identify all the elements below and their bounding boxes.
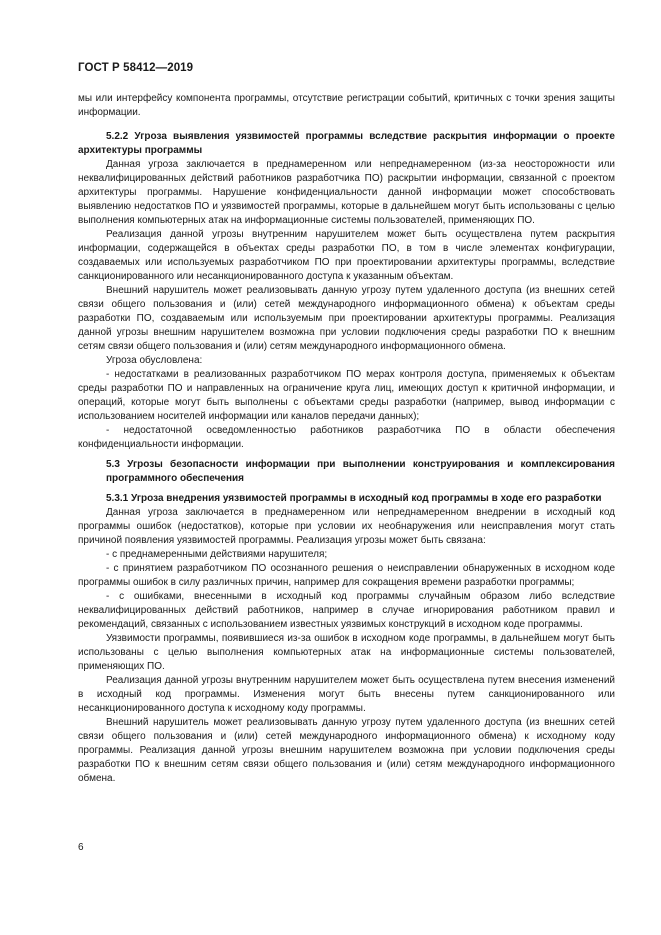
document-body: [78, 92, 615, 786]
intro-paragraph: мы или интерфейсу компонента программы, отсутствие регистрации событий, критичных с точки зрения защиты информации.: [78, 93, 615, 118]
paragraph: Реализация данной угрозы внутренним нарушителем может быть осуществлена путем внесения изменений в исходный код программы. Изменения могут быть внесены путем санкционированного или несанкционированного доступа к исходному коду программы.: [78, 675, 615, 714]
section-5-2-2-heading: 5.2.2 Угроза выявления уязвимостей программы вследствие раскрытия информации о проекте архитектуры программы: [78, 131, 615, 156]
list-item: - недостаточной осведомленностью работников разработчика ПО в области обеспечения конфиденциальности информации.: [78, 425, 615, 450]
paragraph: Угроза обусловлена:: [106, 355, 203, 366]
paragraph: Реализация данной угрозы внутренним нарушителем может быть осуществлена путем раскрытия информации, содержащейся в объектах среды разработки ПО, в том в числе элементах конфигурации, создаваемых или используемых разработчиком ПО при проектировании архитектуры программы, вследствие санкционированного или несанкционированного доступа к указанным объектам.: [78, 229, 615, 282]
paragraph: Внешний нарушитель может реализовывать данную угрозу путем удаленного доступа (из внешних сетей связи общего пользования и (или) сетей международного информационного обмена) к исходному коду программы. Реализация данной угрозы внешним нарушителем возможна при условии подключения среды разработки ПО к внешним сетям связи общего пользования и (или) сетям международного информационного обмена.: [78, 717, 615, 784]
paragraph: Уязвимости программы, появившиеся из-за ошибок в исходном коде программы, в дальнейшем могут быть использованы с целью выполнения компьютерных атак на информационные системы пользователей, применяющих ПО.: [78, 633, 615, 672]
list-item: - с принятием разработчиком ПО осознанного решения о неисправлении обнаруженных в исходном коде программы ошибок в силу различных причин, например для сокращения времени разработки программы;: [78, 563, 615, 588]
section-5-3-heading: 5.3 Угрозы безопасности информации при выполнении конструирования и комплексирования программного обеспечения: [106, 459, 615, 484]
section-5-3-1-heading: 5.3.1 Угроза внедрения уязвимостей программы в исходный код программы в ходе его разработки: [106, 493, 602, 504]
document-header: ГОСТ Р 58412—2019: [78, 62, 194, 74]
page-number: 6: [78, 842, 84, 853]
list-item: - недостатками в реализованных разработчиком ПО мерах контроля доступа, применяемых к объектам среды разработки ПО и направленных на ограничение круга лиц, имеющих доступ к критичной информации, и операций, которые могут быть выполнены с объектами среды разработки (например, вывод информации с использованием носителей информации или каналов передачи данных);: [78, 369, 615, 422]
paragraph: Внешний нарушитель может реализовывать данную угрозу путем удаленного доступа (из внешних сетей связи общего пользования и (или) сетей международного информационного обмена) к объектам среды разработки ПО, создаваемым или используемым при проектировании архитектуры программы. Реализация данной угрозы внешним нарушителем возможна при условии подключения среды разработки ПО к внешним сетям связи общего пользования и (или) сетям международного информационного обмена.: [78, 285, 615, 352]
paragraph: Данная угроза заключается в преднамеренном или непреднамеренном внедрении в исходный код программы ошибок (недостатков), которые при условии их необнаружения или неисправления могут стать причиной появления уязвимостей программы. Реализация угрозы может быть связана:: [78, 507, 615, 546]
paragraph: Данная угроза заключается в преднамеренном или непреднамеренном (из-за неосторожности или неквалифицированных действий работников разработчика ПО) раскрытии информации, связанной с проектом архитектуры программы. Нарушение конфиденциальности данной информации может способствовать выявлению недостатков ПО и уязвимостей программы, которые в дальнейшем могут быть использованы с целью выполнения компьютерных атак на информационные системы пользователей, применяющих ПО.: [78, 159, 615, 226]
list-item: - с ошибками, внесенными в исходный код программы случайным образом либо вследствие неквалифицированных действий работников, например в случае игнорирования работником правил и рекомендаций, связанных с использованием известных уязвимых конструкций в исходном коде программы.: [78, 591, 615, 630]
list-item: - с преднамеренными действиями нарушителя;: [106, 549, 328, 560]
